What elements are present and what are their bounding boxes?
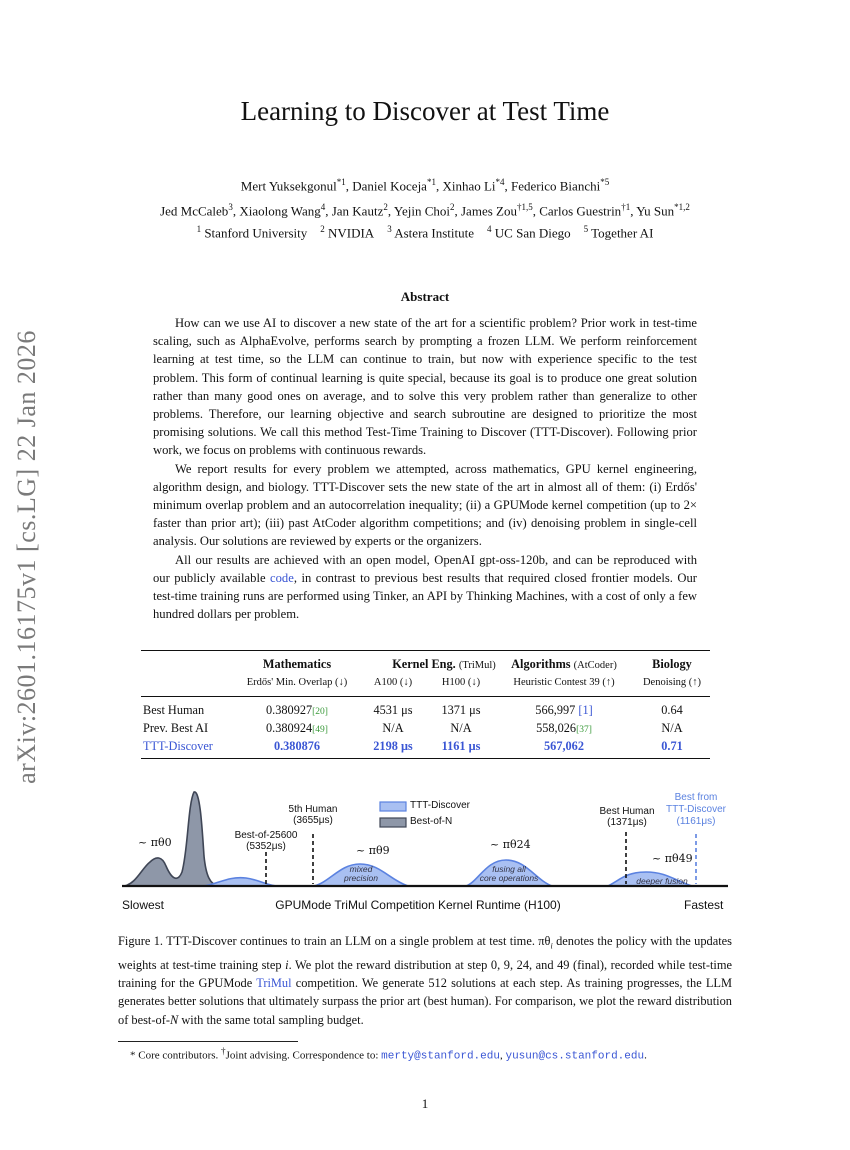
caption-text-c: . We plot the reward distribution at step 0, 9, 24, and 49 (final), recorded while test-time training for the GPUMode	[118, 957, 732, 991]
figure-1	[118, 786, 732, 916]
author-name: Xiaolong Wang	[239, 203, 321, 219]
author-name: Jan Kautz	[331, 203, 384, 219]
best-ttt-line1: Best from	[674, 792, 718, 803]
author-affiliation-sup: *5	[600, 177, 610, 187]
best-ttt-annotation	[660, 792, 732, 828]
email-link-yusun[interactable]: yusun@cs.stanford.edu	[505, 1050, 645, 1063]
ann-mixed-2: precision	[343, 873, 379, 883]
row-ttt-erdos: 0.380876	[273, 739, 321, 753]
footnote-a: * Core contributors.	[130, 1049, 222, 1062]
affiliation-name: Stanford University	[201, 225, 308, 241]
fifth-human-label: 5th Human	[288, 804, 338, 815]
caption-text-b: denotes the policy with the updates weights at test-time training step	[118, 934, 732, 972]
affiliation-num: 2	[320, 224, 325, 234]
author-name: Mert Yuksekgonul	[240, 178, 337, 194]
affiliation-num: 5	[583, 224, 589, 234]
x-right-label: Fastest	[684, 898, 724, 912]
pi-theta-49: ~ πθ49	[652, 852, 693, 865]
affiliation-num: 4	[487, 224, 492, 234]
cell-value: 0.380927	[266, 703, 313, 717]
ann-deeper-fusion: deeper fusion	[636, 876, 688, 886]
row-best-human-erdos	[266, 703, 328, 718]
author-name: Yu Sun	[636, 203, 675, 219]
group-biology: Biology	[652, 657, 692, 671]
affiliation-name: Together AI	[588, 225, 654, 241]
citation-link[interactable]: [37]	[576, 725, 592, 735]
row-ttt-denoising: 0.71	[661, 739, 683, 753]
author-affiliation-sup: *4	[495, 177, 505, 187]
ttt-step0-curve	[204, 878, 278, 886]
author-affiliation-sup: *1	[426, 177, 436, 187]
best-human-value: (1371μs)	[607, 817, 647, 828]
authors-line-1: Mert Yuksekgonul$^{*1}$, Daniel Koceja$^{*1}$, Xinhao Li$^{*4}$, Federico Bianchi$^{*5}$	[240, 177, 610, 194]
author-affiliation-sup: 2	[383, 202, 388, 212]
author-affiliation-sup: †1,5	[516, 202, 533, 212]
row-best-human-h100: 1371 μs	[441, 703, 481, 717]
caption-label: Figure 1.	[118, 934, 164, 948]
bestof-label: Best-of-25600	[234, 830, 298, 841]
caption-text-a: TTT-Discover continues to train an LLM on a single problem at test time. πθ	[163, 934, 551, 948]
fifth-human-annotation	[274, 804, 352, 826]
author-affiliation-sup: 4	[320, 202, 326, 212]
legend-ttt-label: TTT-Discover	[410, 800, 470, 811]
author-name: Xinhao Li	[442, 178, 496, 194]
legend-bestof-label: Best-of-N	[410, 816, 453, 827]
table-top-rule	[141, 650, 710, 651]
abstract	[153, 314, 697, 623]
legend-ttt-swatch	[380, 802, 406, 811]
affiliation-name: NVIDIA	[324, 225, 375, 241]
arxiv-sidebar	[12, 272, 42, 842]
row-prev-ai-denoising: N/A	[661, 721, 683, 735]
best-human-label: Best Human	[599, 806, 655, 817]
author-name: Daniel Koceja	[352, 178, 427, 194]
abstract-p3-post: , in contrast to previous best results that required closed frontier models. Our test-time training runs are performed using Tinker, an API by Thinking Machines, with a cost of only a few hundred dollars per problem.	[153, 570, 697, 622]
group-algorithms	[511, 657, 617, 672]
footnote-sep: ,	[499, 1049, 506, 1062]
group-kernel-sub: (TriMul)	[458, 660, 496, 671]
x-axis-title: GPUMode TriMul Competition Kernel Runtime (H100)	[275, 898, 561, 912]
group-mathematics: Mathematics	[262, 657, 332, 671]
code-link[interactable]: code	[270, 570, 294, 585]
citation-link[interactable]: [20]	[312, 707, 328, 717]
pi-theta-9: ~ πθ9	[356, 844, 390, 857]
author-name: James Zou	[461, 203, 517, 219]
row-prev-ai-label: Prev. Best AI	[143, 721, 209, 735]
footnote-dagger: †	[221, 1046, 226, 1056]
group-algorithms-sub: (AtCoder)	[573, 660, 617, 671]
author-name: Yejin Choi	[393, 203, 450, 219]
ann-fusing-2: core operations	[479, 873, 539, 883]
best-ttt-value: (1161μs)	[676, 816, 716, 827]
trimul-link[interactable]: TriMul	[256, 976, 292, 991]
col-h100: H100 (↓)	[441, 677, 481, 688]
row-best-human-heuristic	[535, 703, 592, 718]
paper-title: Learning to Discover at Test Time	[240, 96, 610, 126]
email-link-merty[interactable]: merty@stanford.edu	[381, 1050, 500, 1063]
caption-sub-i: i	[550, 941, 553, 951]
caption-text-d: competition. We generate 512 solutions at each step. As training progresses, the LLM generates better solutions that ultimately surpass the prior art (best human). For comparison, we plot the reward distribution of best-of-	[118, 976, 732, 1027]
affiliation-num: 1	[196, 224, 202, 234]
author-name: Federico Bianchi	[511, 178, 601, 194]
row-prev-ai-a100: N/A	[382, 721, 404, 735]
row-ttt-a100: 2198 μs	[373, 739, 413, 753]
col-heuristic: Heuristic Contest 39 (↑)	[513, 677, 615, 688]
abstract-paragraph-2: We report results for every problem we attempted, across mathematics, GPU kernel engineering, algorithm design, and biology. TTT-Discover sets the new state of the art in almost all of them: (i) Erdős' minimum overlap problem and an autocorrelation inequality; (ii) a GPUMode kernel competition (up to 2× faster than prior art); (iii) past AtCoder algorithm competitions; and (iv) denoising problem in single-cell analysis. Our solutions are reviewed by experts or the organizers.	[153, 461, 697, 549]
ann-fusing	[474, 865, 544, 883]
abstract-p3-pre: All our results are achieved with an open model, OpenAI gpt-oss-120b, and can be reproduced with our publicly available	[153, 552, 697, 585]
affiliation-name: UC San Diego	[491, 225, 571, 241]
row-ttt-label: TTT-Discover	[143, 739, 213, 753]
author-affiliation-sup: *1,2	[674, 202, 690, 212]
table-mid-rule	[141, 696, 710, 697]
row-prev-ai-erdos	[266, 721, 328, 736]
citation-link[interactable]: [1]	[578, 703, 593, 717]
group-algorithms-name: Algorithms	[511, 657, 571, 671]
x-left-label: Slowest	[122, 898, 165, 912]
fifth-human-value: (3655μs)	[293, 815, 333, 826]
citation-link[interactable]: [49]	[312, 725, 328, 735]
pi-theta-0: ~ πθ0	[138, 836, 172, 849]
col-denoising: Denoising (↑)	[642, 677, 702, 688]
legend-bestof-swatch	[380, 818, 406, 827]
cell-value: 558,026	[536, 721, 577, 735]
author-affiliation-sup: 3	[228, 202, 233, 212]
footnote	[130, 1046, 647, 1063]
cell-value: 566,997	[535, 703, 576, 717]
page-number: 1	[421, 1096, 429, 1111]
footnote-end: .	[644, 1049, 647, 1062]
row-best-human-a100: 4531 μs	[373, 703, 413, 717]
group-kernel	[392, 657, 496, 672]
author-name: Carlos Guestrin	[539, 203, 622, 219]
affiliation-name: Astera Institute	[391, 225, 475, 241]
row-best-human-denoising: 0.64	[661, 703, 683, 717]
abstract-heading: Abstract	[400, 289, 450, 304]
affiliation-num: 3	[387, 224, 392, 234]
author-name: Jed McCaleb	[160, 203, 229, 219]
footnote-rule	[118, 1041, 298, 1042]
bestof-annotation	[218, 830, 314, 852]
caption-text-e: with the same total sampling budget.	[178, 1012, 364, 1027]
row-prev-ai-h100: N/A	[450, 721, 472, 735]
col-erdos: Erdős' Min. Overlap (↓)	[246, 677, 348, 688]
ann-mixed-precision	[336, 865, 386, 883]
arxiv-id: arXiv:2601.16175v1 [cs.LG] 22 Jan 2026	[12, 330, 41, 784]
pi-theta-24: ~ πθ24	[490, 838, 531, 851]
author-affiliation-sup: 2	[450, 202, 455, 212]
caption-i: i	[285, 957, 289, 972]
cell-value: 0.380924	[266, 721, 313, 735]
authors-line-2: Jed McCaleb$^3$, Xiaolong Wang$^4$, Jan Kautz$^2$, Yejin Choi$^2$, James Zou$^{\dagger 1,5}$, Carlos Guestrin$^{\dagger 1}$, Yu Sun$^{*1,2}$	[160, 202, 690, 219]
row-best-human-label: Best Human	[143, 703, 205, 717]
best-human-annotation	[592, 806, 662, 828]
row-ttt-h100: 1161 μs	[441, 739, 481, 753]
author-affiliation-sup: †1	[621, 202, 631, 212]
ann-fusing-1: fusing all	[492, 864, 526, 874]
group-kernel-name: Kernel Eng.	[392, 657, 456, 671]
best-ttt-line2: TTT-Discover	[666, 804, 726, 815]
table-bottom-rule	[141, 758, 710, 759]
row-prev-ai-heuristic	[536, 721, 592, 736]
row-ttt-heuristic: 567,062	[544, 739, 584, 753]
abstract-paragraph-1: How can we use AI to discover a new state of the art for a scientific problem? Prior work in test-time scaling, such as AlphaEvolve, performs search by prompting a frozen LLM. We perform reinforcement learning at test time, so the LLM can continue to train, but now with experience specific to the test problem. This form of continual learning is quite special, because its goal is to produce one great solution rather than many good ones on average, and to solve this very problem rather than generalize to other problems. Therefore, our learning objective and search subroutine are designed to prioritize the most promising solutions. We call this method Test-Time Training to Discover (TTT-Discover). Following prior work, we focus on problems with continuous rewards.	[153, 316, 697, 458]
ann-mixed-1: mixed	[349, 864, 373, 874]
col-a100: A100 (↓)	[373, 677, 413, 688]
abstract-paragraph-3	[153, 551, 697, 624]
affiliations	[0, 224, 850, 241]
figure-caption	[118, 932, 732, 1029]
footnote-b: Joint advising. Correspondence to:	[225, 1049, 382, 1062]
caption-n: N	[169, 1012, 179, 1027]
bestof-value: (5352μs)	[246, 841, 286, 852]
author-affiliation-sup: *1	[336, 177, 346, 187]
